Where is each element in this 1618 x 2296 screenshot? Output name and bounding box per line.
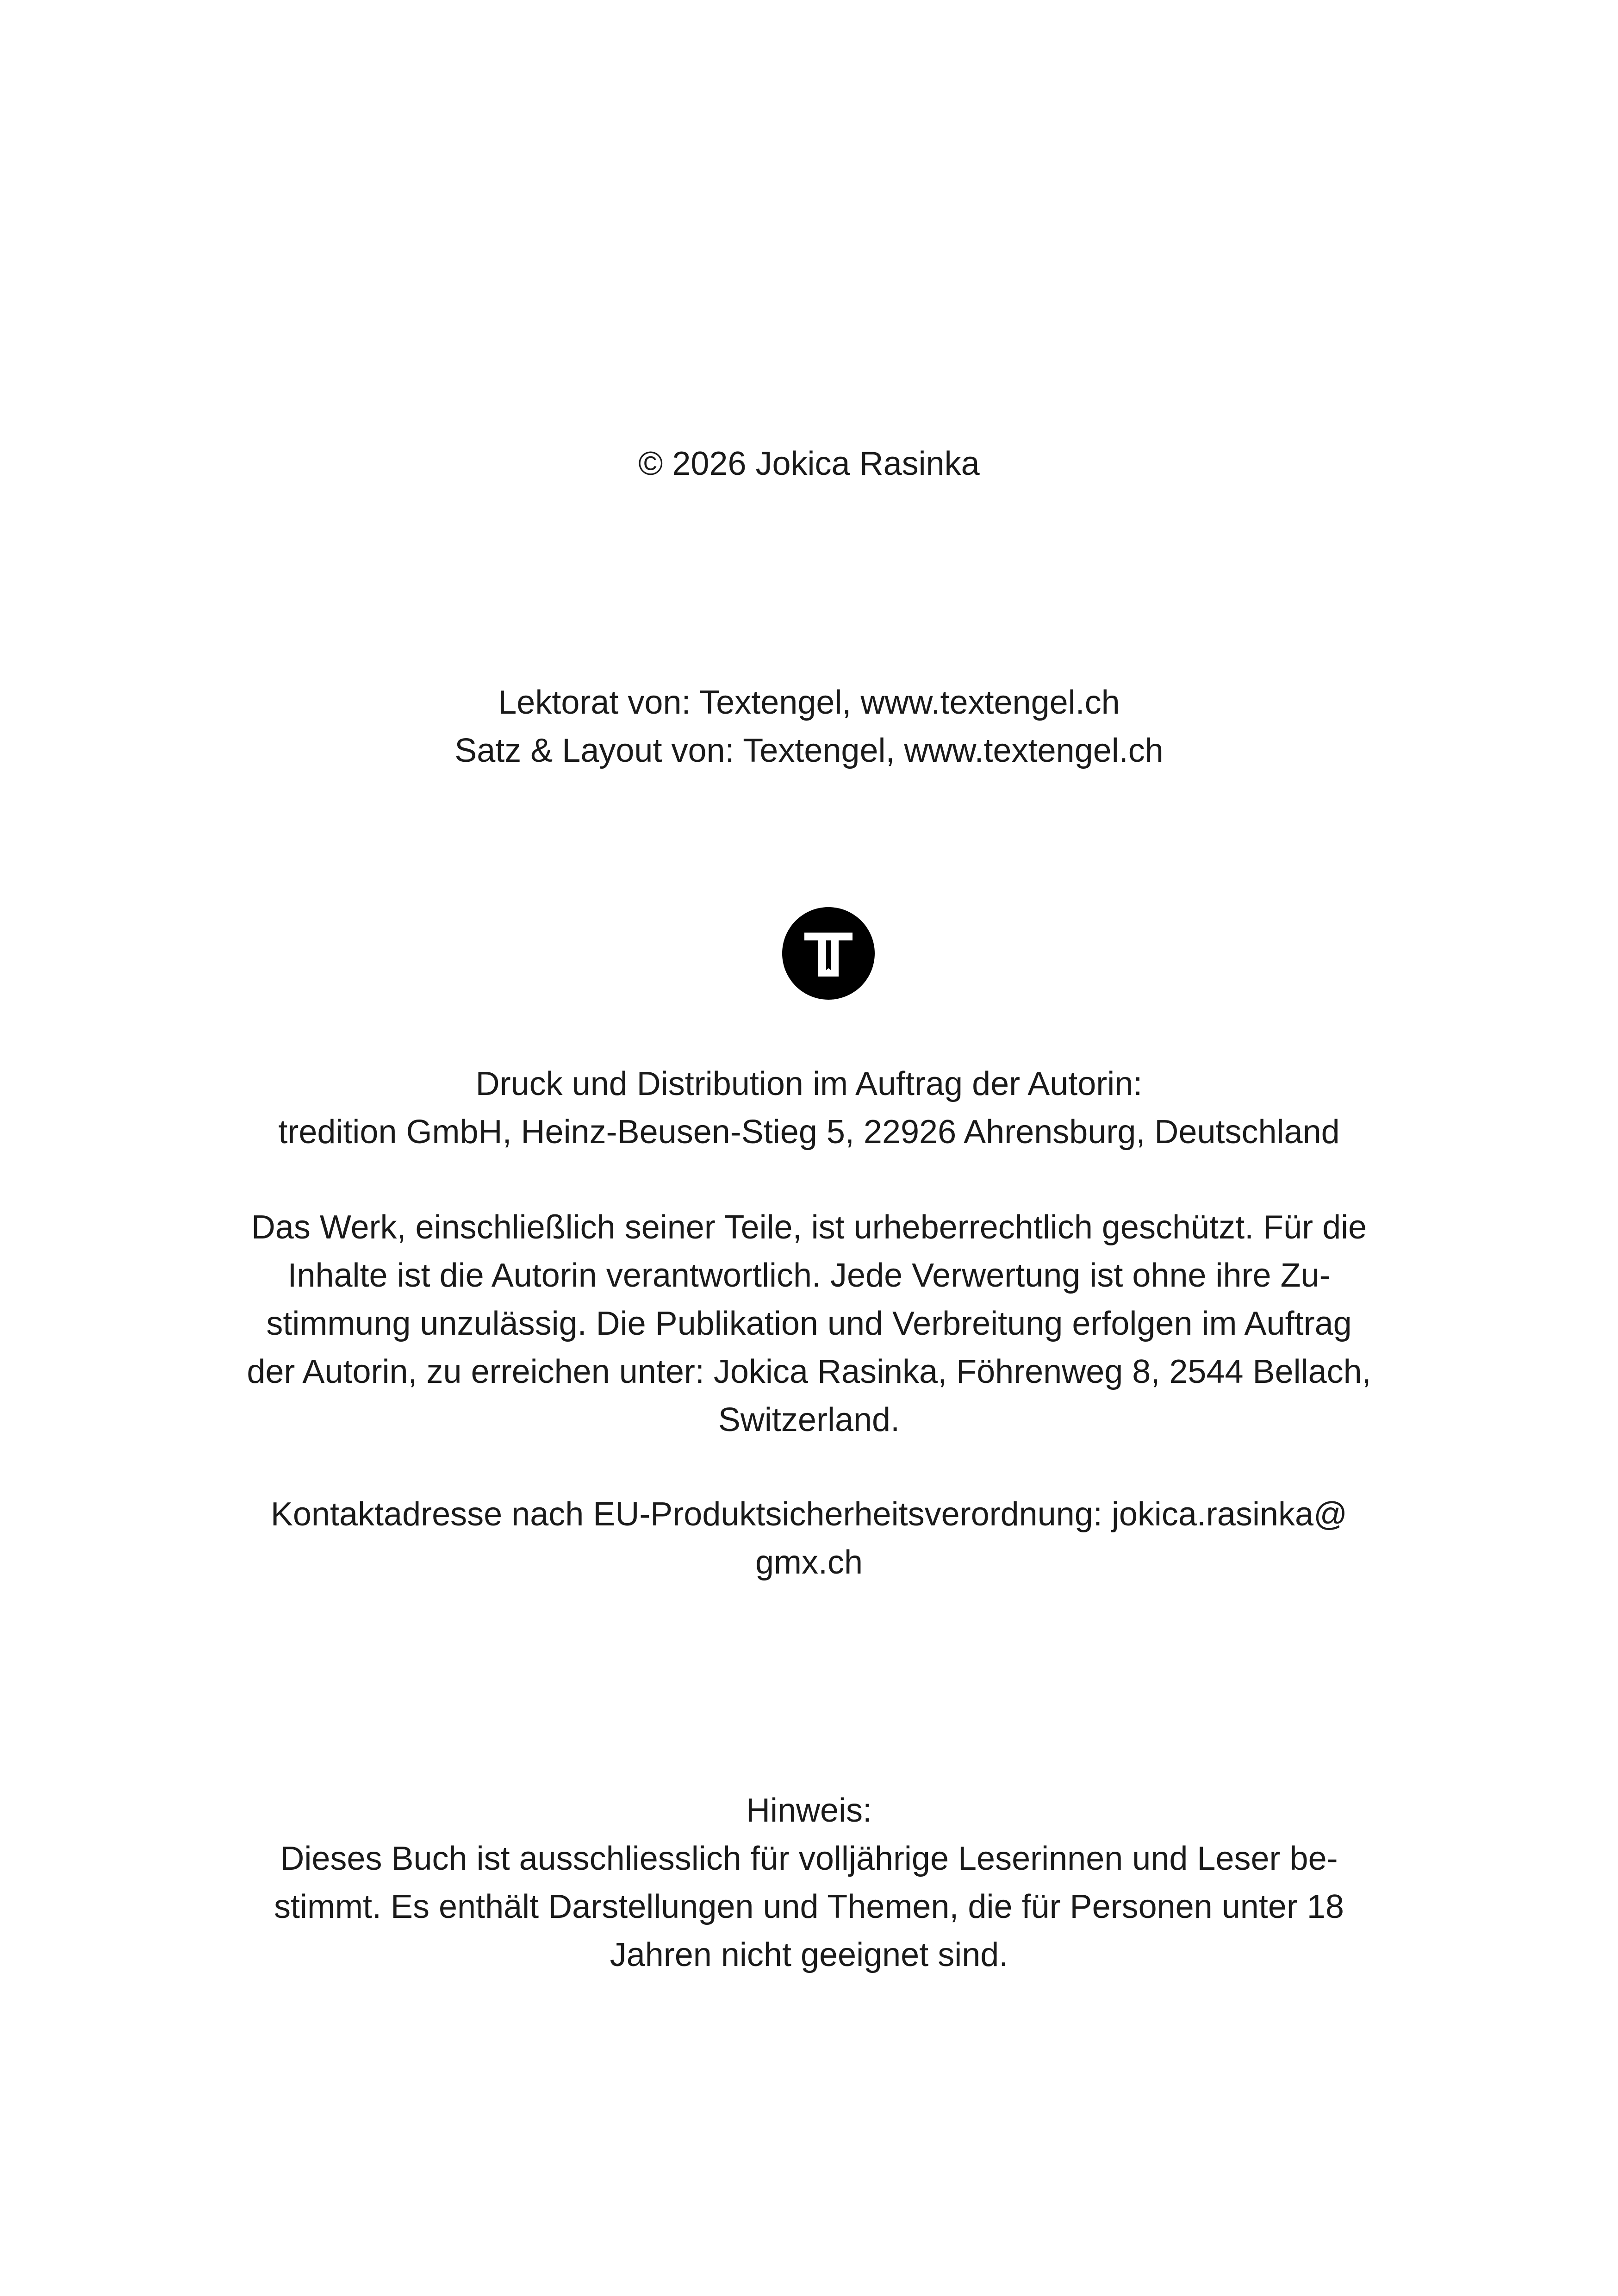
contact-line: Kontaktadresse nach EU-Produktsicherheitsverordnung: jokica.rasinka@	[270, 1496, 1348, 1533]
distribution-block	[0, 1060, 1618, 1156]
copyright-text: © 2026 Jokica Rasinka	[638, 445, 980, 482]
notice-line: stimmung unzulässig. Die Publikation und Verbreitung erfolgen im Auftrag	[266, 1305, 1352, 1342]
age-notice-line: Dieses Buch ist ausschliesslich für volljährige Leserinnen und Leser be-	[280, 1840, 1338, 1877]
contact-block	[0, 1490, 1618, 1587]
notice-line: Inhalte ist die Autorin verantwortlich. Jede Verwertung ist ohne ihre Zu-	[287, 1257, 1331, 1294]
age-notice-line: Jahren nicht geeignet sind.	[610, 1936, 1008, 1973]
age-notice-block	[0, 1786, 1618, 1979]
copyright-line	[0, 440, 1618, 488]
distribution-line-1: Druck und Distribution im Auftrag der Autorin:	[475, 1065, 1143, 1102]
copyright-notice-block	[0, 1203, 1618, 1444]
contact-line: gmx.ch	[755, 1544, 863, 1581]
typesetting-credit: Satz & Layout von: Textengel, www.textengel.ch	[454, 732, 1164, 769]
age-notice-heading: Hinweis:	[746, 1792, 872, 1829]
tredition-logo-icon	[782, 907, 875, 1000]
notice-line: der Autorin, zu erreichen unter: Jokica Rasinka, Föhrenweg 8, 2544 Bellach,	[247, 1353, 1371, 1390]
notice-line: Das Werk, einschließlich seiner Teile, ist urheberrechtlich geschützt. Für die	[251, 1209, 1367, 1246]
notice-line: Switzerland.	[718, 1401, 900, 1438]
credits-block	[0, 678, 1618, 775]
editing-credit: Lektorat von: Textengel, www.textengel.ch	[498, 684, 1120, 721]
age-notice-line: stimmt. Es enthält Darstellungen und Themen, die für Personen unter 18	[274, 1888, 1344, 1925]
distribution-line-2: tredition GmbH, Heinz-Beusen-Stieg 5, 22926 Ahrensburg, Deutschland	[278, 1114, 1340, 1151]
